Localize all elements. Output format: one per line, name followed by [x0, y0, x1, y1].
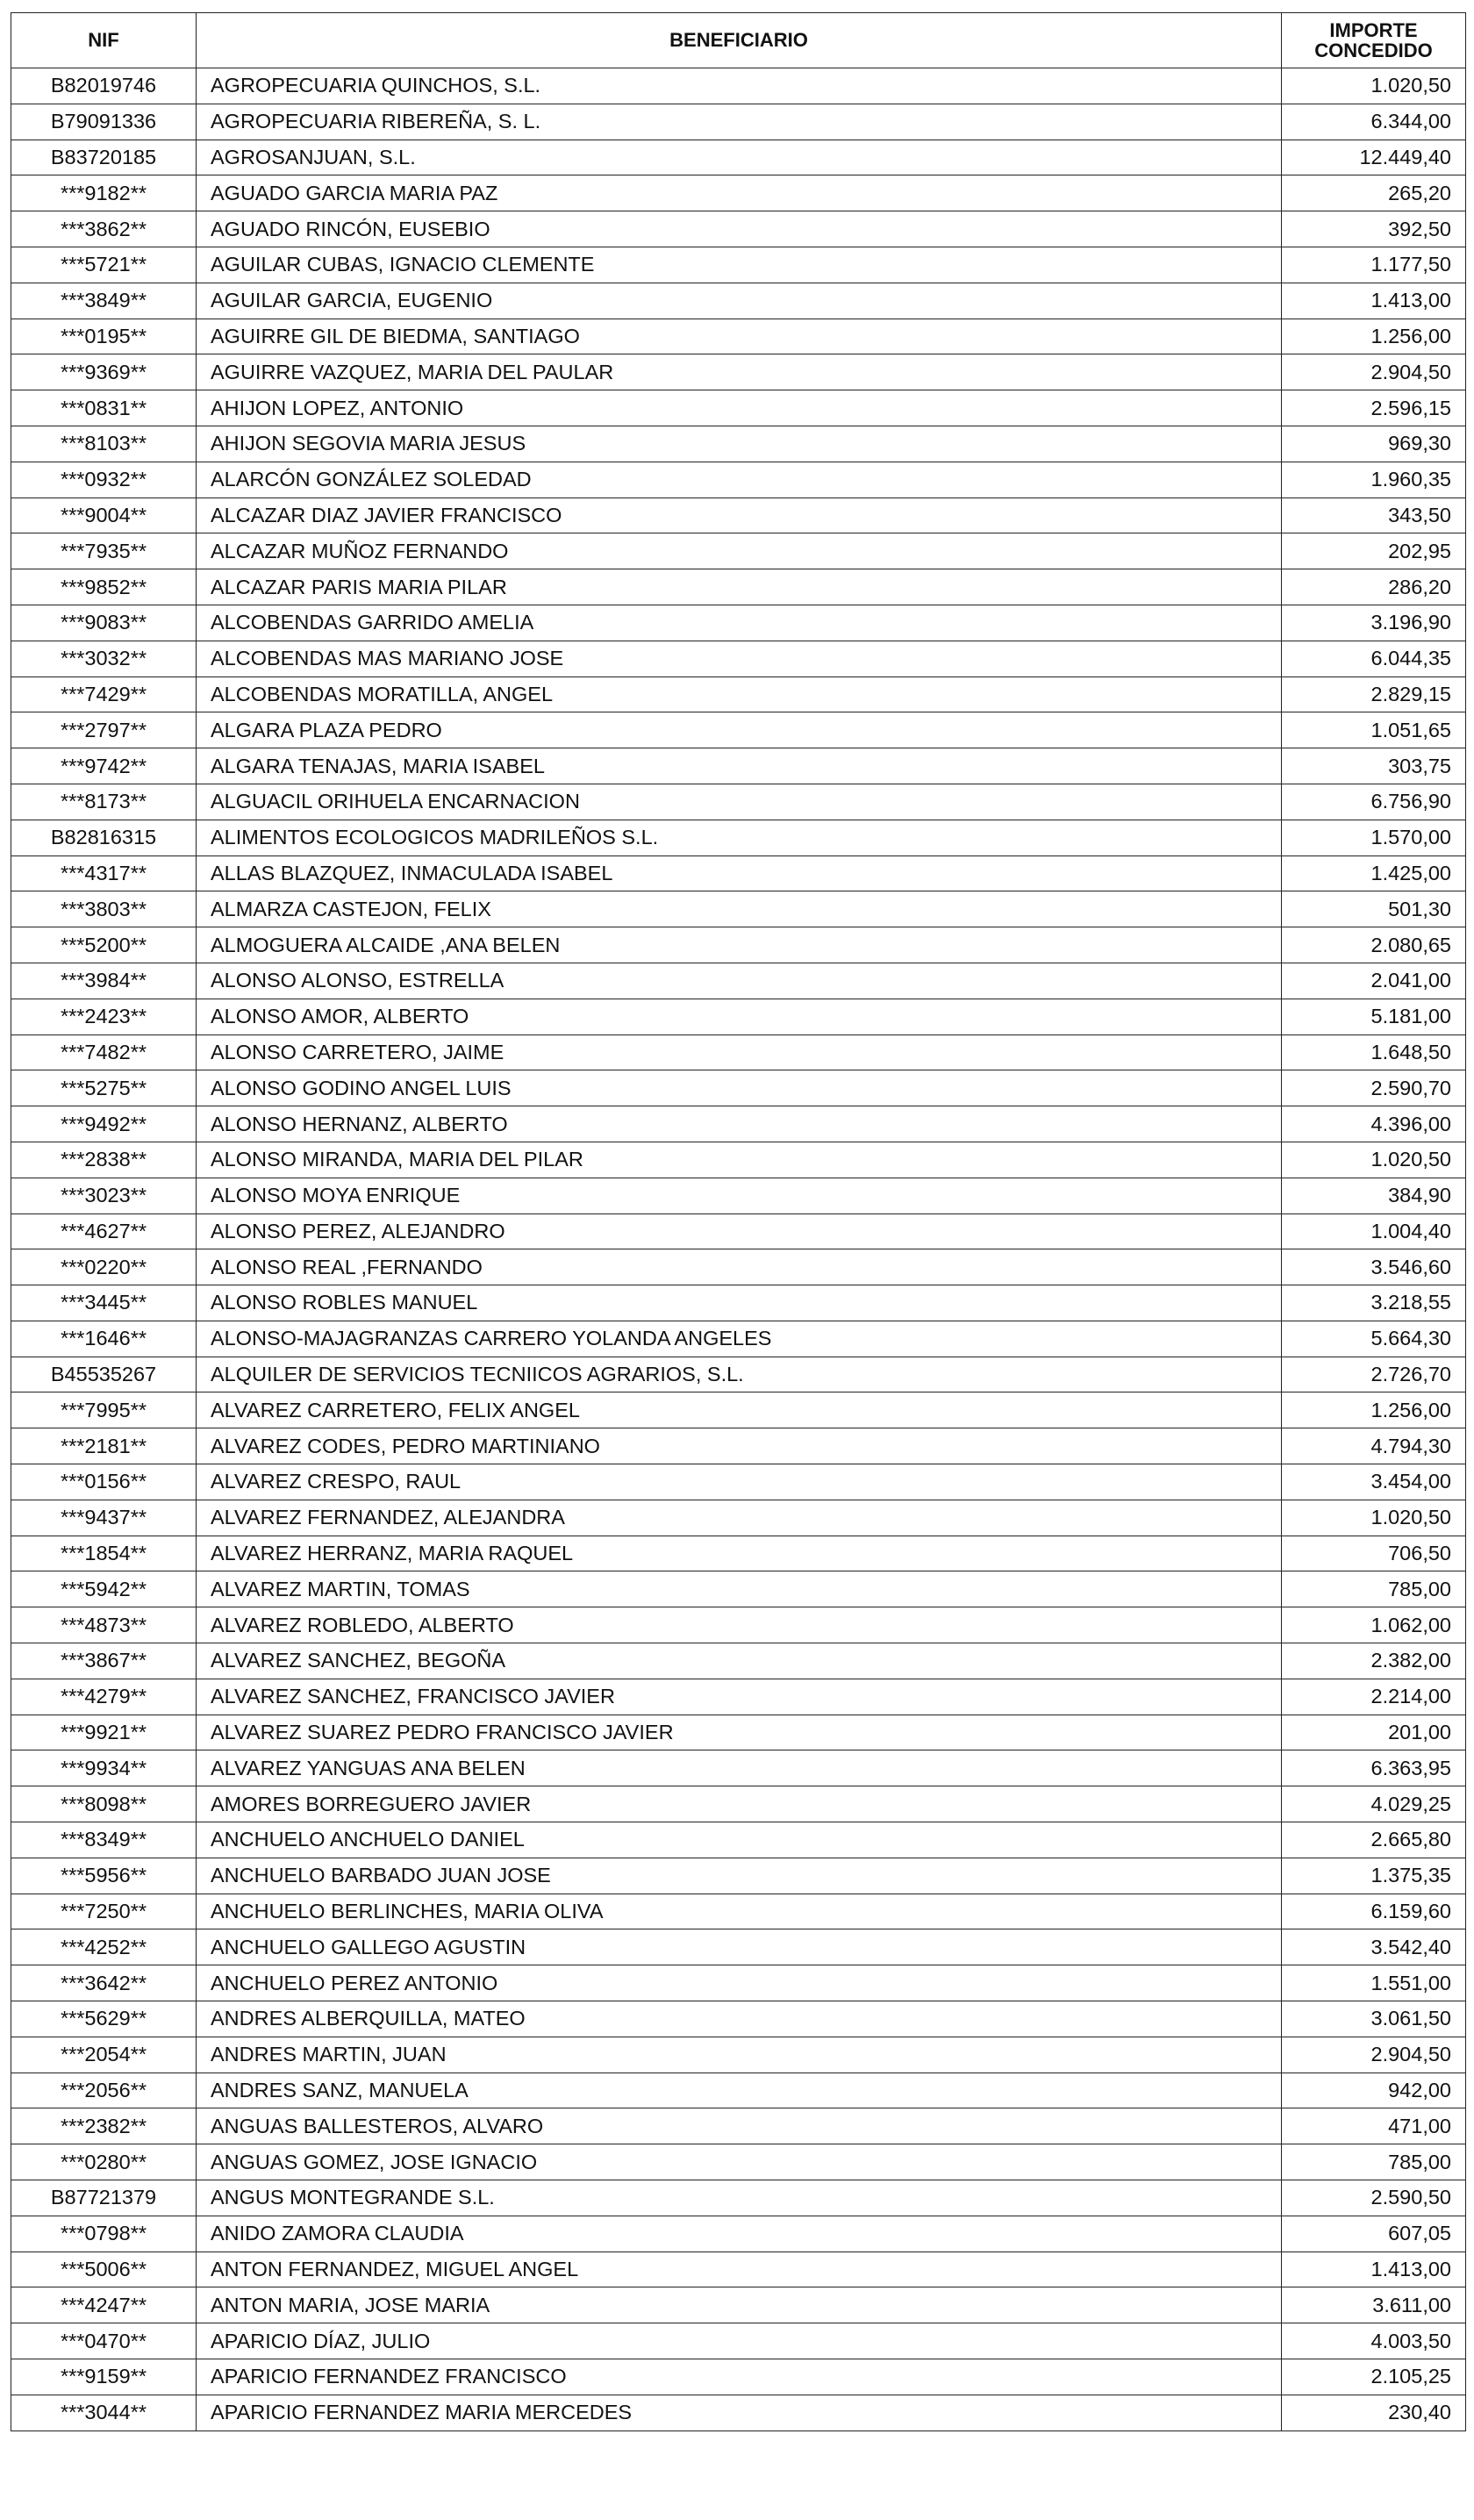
- cell-importe: 2.590,50: [1282, 2180, 1466, 2216]
- header-importe-line2: CONCEDIDO: [1314, 39, 1433, 61]
- cell-beneficiario: ANCHUELO GALLEGO AGUSTIN: [197, 1929, 1282, 1965]
- cell-importe: 2.105,25: [1282, 2359, 1466, 2395]
- cell-importe: 6.044,35: [1282, 641, 1466, 677]
- cell-beneficiario: ANGUS MONTEGRANDE S.L.: [197, 2180, 1282, 2216]
- cell-beneficiario: ALONSO AMOR, ALBERTO: [197, 999, 1282, 1034]
- cell-beneficiario: AGROPECUARIA QUINCHOS, S.L.: [197, 68, 1282, 104]
- table-row: [11, 1321, 1466, 1357]
- cell-beneficiario: ALVAREZ MARTIN, TOMAS: [197, 1571, 1282, 1607]
- cell-nif: ***0156**: [11, 1464, 197, 1500]
- cell-nif: ***4873**: [11, 1607, 197, 1643]
- beneficiaries-table: [11, 12, 1466, 2431]
- table-row: [11, 1428, 1466, 1464]
- table-row: [11, 1965, 1466, 2001]
- table-row: [11, 677, 1466, 712]
- cell-nif: ***5721**: [11, 247, 197, 283]
- table-row: [11, 2001, 1466, 2037]
- cell-beneficiario: AGROSANJUAN, S.L.: [197, 140, 1282, 175]
- cell-nif: ***9921**: [11, 1715, 197, 1750]
- table-row: [11, 569, 1466, 605]
- cell-nif: B87721379: [11, 2180, 197, 2216]
- cell-importe: 942,00: [1282, 2073, 1466, 2108]
- cell-beneficiario: AHIJON SEGOVIA MARIA JESUS: [197, 426, 1282, 462]
- cell-nif: ***2181**: [11, 1428, 197, 1464]
- cell-beneficiario: ALONSO CARRETERO, JAIME: [197, 1034, 1282, 1070]
- table-row: [11, 2287, 1466, 2323]
- cell-nif: ***3862**: [11, 211, 197, 247]
- cell-importe: 2.904,50: [1282, 354, 1466, 390]
- cell-importe: 4.029,25: [1282, 1786, 1466, 1822]
- table-row: [11, 1929, 1466, 1965]
- cell-importe: 3.546,60: [1282, 1249, 1466, 1285]
- cell-importe: 1.413,00: [1282, 283, 1466, 319]
- table-row: [11, 1070, 1466, 1106]
- header-beneficiario: BENEFICIARIO: [197, 13, 1282, 68]
- cell-importe: 501,30: [1282, 891, 1466, 927]
- cell-beneficiario: AGUADO GARCIA MARIA PAZ: [197, 175, 1282, 211]
- cell-nif: ***5006**: [11, 2252, 197, 2287]
- cell-importe: 607,05: [1282, 2216, 1466, 2252]
- table-row: [11, 1536, 1466, 1571]
- cell-beneficiario: ALVAREZ HERRANZ, MARIA RAQUEL: [197, 1536, 1282, 1571]
- cell-nif: ***5629**: [11, 2001, 197, 2037]
- table-row: [11, 247, 1466, 283]
- cell-beneficiario: AGUILAR GARCIA, EUGENIO: [197, 283, 1282, 319]
- cell-importe: 471,00: [1282, 2108, 1466, 2144]
- cell-beneficiario: ANTON FERNANDEZ, MIGUEL ANGEL: [197, 2252, 1282, 2287]
- table-row: [11, 1142, 1466, 1178]
- cell-nif: ***4247**: [11, 2287, 197, 2323]
- cell-importe: 1.020,50: [1282, 68, 1466, 104]
- cell-importe: 2.041,00: [1282, 963, 1466, 999]
- cell-importe: 3.196,90: [1282, 605, 1466, 641]
- cell-nif: ***2054**: [11, 2037, 197, 2073]
- table-row: [11, 104, 1466, 140]
- cell-nif: ***3867**: [11, 1643, 197, 1679]
- cell-beneficiario: ALVAREZ CARRETERO, FELIX ANGEL: [197, 1392, 1282, 1428]
- cell-beneficiario: AHIJON LOPEZ, ANTONIO: [197, 390, 1282, 426]
- cell-beneficiario: ALVAREZ CRESPO, RAUL: [197, 1464, 1282, 1500]
- table-row: [11, 533, 1466, 569]
- table-row: [11, 784, 1466, 820]
- cell-nif: ***3445**: [11, 1285, 197, 1321]
- cell-importe: 6.363,95: [1282, 1750, 1466, 1786]
- cell-beneficiario: ALCAZAR DIAZ JAVIER FRANCISCO: [197, 498, 1282, 533]
- cell-beneficiario: AMORES BORREGUERO JAVIER: [197, 1786, 1282, 1822]
- cell-nif: B82816315: [11, 820, 197, 856]
- cell-beneficiario: ANDRES MARTIN, JUAN: [197, 2037, 1282, 2073]
- cell-importe: 303,75: [1282, 748, 1466, 784]
- cell-nif: ***4252**: [11, 1929, 197, 1965]
- cell-importe: 5.181,00: [1282, 999, 1466, 1034]
- table-row: [11, 2216, 1466, 2252]
- table-row: [11, 605, 1466, 641]
- cell-nif: ***5275**: [11, 1070, 197, 1106]
- cell-beneficiario: ALVAREZ ROBLEDO, ALBERTO: [197, 1607, 1282, 1643]
- cell-beneficiario: AGUIRRE GIL DE BIEDMA, SANTIAGO: [197, 319, 1282, 354]
- cell-importe: 6.159,60: [1282, 1894, 1466, 1929]
- cell-beneficiario: ANIDO ZAMORA CLAUDIA: [197, 2216, 1282, 2252]
- table-row: [11, 1679, 1466, 1715]
- cell-importe: 1.004,40: [1282, 1213, 1466, 1249]
- cell-nif: ***0831**: [11, 390, 197, 426]
- cell-beneficiario: ALGARA TENAJAS, MARIA ISABEL: [197, 748, 1282, 784]
- cell-importe: 3.454,00: [1282, 1464, 1466, 1500]
- cell-nif: ***3984**: [11, 963, 197, 999]
- cell-nif: ***0932**: [11, 462, 197, 498]
- cell-beneficiario: ALGUACIL ORIHUELA ENCARNACION: [197, 784, 1282, 820]
- table-row: [11, 891, 1466, 927]
- cell-beneficiario: ANDRES SANZ, MANUELA: [197, 2073, 1282, 2108]
- cell-beneficiario: ALVAREZ YANGUAS ANA BELEN: [197, 1750, 1282, 1786]
- cell-beneficiario: ANCHUELO PEREZ ANTONIO: [197, 1965, 1282, 2001]
- cell-nif: ***3803**: [11, 891, 197, 927]
- cell-nif: B83720185: [11, 140, 197, 175]
- table-row: [11, 1822, 1466, 1858]
- cell-importe: 3.542,40: [1282, 1929, 1466, 1965]
- cell-importe: 202,95: [1282, 533, 1466, 569]
- cell-nif: ***0798**: [11, 2216, 197, 2252]
- table-row: [11, 2180, 1466, 2216]
- cell-importe: 2.829,15: [1282, 677, 1466, 712]
- cell-importe: 2.596,15: [1282, 390, 1466, 426]
- cell-nif: B45535267: [11, 1357, 197, 1392]
- table-row: [11, 2323, 1466, 2359]
- cell-importe: 969,30: [1282, 426, 1466, 462]
- cell-nif: ***9492**: [11, 1106, 197, 1142]
- table-row: [11, 1858, 1466, 1894]
- cell-nif: ***2382**: [11, 2108, 197, 2144]
- cell-beneficiario: ALCAZAR PARIS MARIA PILAR: [197, 569, 1282, 605]
- cell-nif: ***0195**: [11, 319, 197, 354]
- cell-beneficiario: ALVAREZ SANCHEZ, BEGOÑA: [197, 1643, 1282, 1679]
- cell-nif: ***8349**: [11, 1822, 197, 1858]
- cell-beneficiario: ALLAS BLAZQUEZ, INMACULADA ISABEL: [197, 856, 1282, 891]
- cell-importe: 2.726,70: [1282, 1357, 1466, 1392]
- cell-beneficiario: ANDRES ALBERQUILLA, MATEO: [197, 2001, 1282, 2037]
- table-row: [11, 426, 1466, 462]
- header-nif: NIF: [11, 13, 197, 68]
- table-row: [11, 462, 1466, 498]
- table-row: [11, 498, 1466, 533]
- cell-nif: ***9437**: [11, 1500, 197, 1536]
- table-row: [11, 1786, 1466, 1822]
- table-body: [11, 68, 1466, 2431]
- cell-importe: 1.425,00: [1282, 856, 1466, 891]
- cell-importe: 2.590,70: [1282, 1070, 1466, 1106]
- cell-importe: 785,00: [1282, 2144, 1466, 2180]
- cell-nif: ***4279**: [11, 1679, 197, 1715]
- cell-nif: ***7429**: [11, 677, 197, 712]
- cell-nif: ***3044**: [11, 2395, 197, 2431]
- table-row: [11, 2252, 1466, 2287]
- cell-beneficiario: ANTON MARIA, JOSE MARIA: [197, 2287, 1282, 2323]
- cell-importe: 1.020,50: [1282, 1500, 1466, 1536]
- table-row: [11, 354, 1466, 390]
- cell-nif: ***3849**: [11, 283, 197, 319]
- cell-nif: ***7935**: [11, 533, 197, 569]
- cell-nif: ***2056**: [11, 2073, 197, 2108]
- table-row: [11, 1607, 1466, 1643]
- cell-nif: ***8173**: [11, 784, 197, 820]
- cell-beneficiario: ANCHUELO BARBADO JUAN JOSE: [197, 1858, 1282, 1894]
- cell-importe: 4.003,50: [1282, 2323, 1466, 2359]
- cell-importe: 6.344,00: [1282, 104, 1466, 140]
- table-row: [11, 1500, 1466, 1536]
- table-row: [11, 748, 1466, 784]
- cell-beneficiario: ALVAREZ CODES, PEDRO MARTINIANO: [197, 1428, 1282, 1464]
- cell-nif: ***7995**: [11, 1392, 197, 1428]
- table-row: [11, 68, 1466, 104]
- cell-beneficiario: ALONSO HERNANZ, ALBERTO: [197, 1106, 1282, 1142]
- table-row: [11, 1357, 1466, 1392]
- cell-importe: 706,50: [1282, 1536, 1466, 1571]
- cell-beneficiario: ALONSO MIRANDA, MARIA DEL PILAR: [197, 1142, 1282, 1178]
- cell-nif: ***2797**: [11, 712, 197, 748]
- cell-nif: ***9852**: [11, 569, 197, 605]
- cell-importe: 343,50: [1282, 498, 1466, 533]
- cell-beneficiario: ALCOBENDAS MORATILLA, ANGEL: [197, 677, 1282, 712]
- cell-importe: 1.020,50: [1282, 1142, 1466, 1178]
- cell-nif: ***9742**: [11, 748, 197, 784]
- cell-importe: 2.214,00: [1282, 1679, 1466, 1715]
- cell-importe: 2.904,50: [1282, 2037, 1466, 2073]
- cell-importe: 6.756,90: [1282, 784, 1466, 820]
- cell-beneficiario: ALVAREZ SANCHEZ, FRANCISCO JAVIER: [197, 1679, 1282, 1715]
- cell-importe: 2.382,00: [1282, 1643, 1466, 1679]
- table-row: [11, 1464, 1466, 1500]
- cell-beneficiario: ANCHUELO BERLINCHES, MARIA OLIVA: [197, 1894, 1282, 1929]
- cell-nif: ***9083**: [11, 605, 197, 641]
- table-row: [11, 2073, 1466, 2108]
- cell-beneficiario: APARICIO DÍAZ, JULIO: [197, 2323, 1282, 2359]
- cell-nif: ***5942**: [11, 1571, 197, 1607]
- table-row: [11, 1715, 1466, 1750]
- cell-nif: ***9004**: [11, 498, 197, 533]
- cell-nif: ***9934**: [11, 1750, 197, 1786]
- cell-importe: 1.648,50: [1282, 1034, 1466, 1070]
- table-row: [11, 856, 1466, 891]
- table-row: [11, 283, 1466, 319]
- table-row: [11, 1213, 1466, 1249]
- table-row: [11, 1285, 1466, 1321]
- cell-importe: 1.413,00: [1282, 2252, 1466, 2287]
- table-row: [11, 2359, 1466, 2395]
- cell-beneficiario: ALVAREZ SUAREZ PEDRO FRANCISCO JAVIER: [197, 1715, 1282, 1750]
- cell-nif: ***5200**: [11, 927, 197, 963]
- cell-importe: 2.665,80: [1282, 1822, 1466, 1858]
- table-row: [11, 1392, 1466, 1428]
- table-row: [11, 1034, 1466, 1070]
- cell-importe: 1.062,00: [1282, 1607, 1466, 1643]
- table-row: [11, 2108, 1466, 2144]
- table-row: [11, 1894, 1466, 1929]
- cell-nif: ***3642**: [11, 1965, 197, 2001]
- cell-beneficiario: ALMOGUERA ALCAIDE ,ANA BELEN: [197, 927, 1282, 963]
- table-row: [11, 1643, 1466, 1679]
- cell-beneficiario: ALCOBENDAS GARRIDO AMELIA: [197, 605, 1282, 641]
- cell-beneficiario: ALONSO ALONSO, ESTRELLA: [197, 963, 1282, 999]
- cell-beneficiario: ALQUILER DE SERVICIOS TECNIICOS AGRARIOS, S.L.: [197, 1357, 1282, 1392]
- table-row: [11, 1106, 1466, 1142]
- cell-nif: ***5956**: [11, 1858, 197, 1894]
- table-row: [11, 999, 1466, 1034]
- cell-beneficiario: ALONSO GODINO ANGEL LUIS: [197, 1070, 1282, 1106]
- cell-beneficiario: ALONSO ROBLES MANUEL: [197, 1285, 1282, 1321]
- header-row: [11, 13, 1466, 68]
- cell-nif: ***0280**: [11, 2144, 197, 2180]
- cell-importe: 230,40: [1282, 2395, 1466, 2431]
- table-row: [11, 820, 1466, 856]
- cell-nif: ***3023**: [11, 1178, 197, 1213]
- cell-importe: 3.061,50: [1282, 2001, 1466, 2037]
- table-row: [11, 2395, 1466, 2431]
- cell-importe: 2.080,65: [1282, 927, 1466, 963]
- table-row: [11, 2037, 1466, 2073]
- header-importe: [1282, 13, 1466, 68]
- table-row: [11, 1178, 1466, 1213]
- cell-beneficiario: APARICIO FERNANDEZ FRANCISCO: [197, 2359, 1282, 2395]
- table-row: [11, 927, 1466, 963]
- cell-importe: 1.551,00: [1282, 1965, 1466, 2001]
- cell-importe: 4.396,00: [1282, 1106, 1466, 1142]
- table-row: [11, 1750, 1466, 1786]
- cell-beneficiario: ALONSO MOYA ENRIQUE: [197, 1178, 1282, 1213]
- cell-importe: 12.449,40: [1282, 140, 1466, 175]
- cell-nif: ***0220**: [11, 1249, 197, 1285]
- cell-importe: 1.256,00: [1282, 1392, 1466, 1428]
- cell-nif: ***2838**: [11, 1142, 197, 1178]
- cell-nif: ***0470**: [11, 2323, 197, 2359]
- header-importe-line1: IMPORTE: [1329, 19, 1418, 41]
- cell-importe: 785,00: [1282, 1571, 1466, 1607]
- table-row: [11, 390, 1466, 426]
- cell-beneficiario: ALONSO REAL ,FERNANDO: [197, 1249, 1282, 1285]
- cell-beneficiario: ALARCÓN GONZÁLEZ SOLEDAD: [197, 462, 1282, 498]
- cell-importe: 265,20: [1282, 175, 1466, 211]
- cell-nif: ***7250**: [11, 1894, 197, 1929]
- table-row: [11, 963, 1466, 999]
- cell-beneficiario: ALMARZA CASTEJON, FELIX: [197, 891, 1282, 927]
- cell-importe: 1.375,35: [1282, 1858, 1466, 1894]
- cell-nif: B82019746: [11, 68, 197, 104]
- table-row: [11, 319, 1466, 354]
- cell-nif: ***4317**: [11, 856, 197, 891]
- cell-nif: ***4627**: [11, 1213, 197, 1249]
- cell-beneficiario: AGUADO RINCÓN, EUSEBIO: [197, 211, 1282, 247]
- cell-beneficiario: APARICIO FERNANDEZ MARIA MERCEDES: [197, 2395, 1282, 2431]
- cell-importe: 1.051,65: [1282, 712, 1466, 748]
- cell-nif: B79091336: [11, 104, 197, 140]
- cell-nif: ***9182**: [11, 175, 197, 211]
- table-row: [11, 1571, 1466, 1607]
- cell-nif: ***8103**: [11, 426, 197, 462]
- table-row: [11, 211, 1466, 247]
- cell-beneficiario: AGROPECUARIA RIBEREÑA, S. L.: [197, 104, 1282, 140]
- table-row: [11, 1249, 1466, 1285]
- cell-beneficiario: ALCOBENDAS MAS MARIANO JOSE: [197, 641, 1282, 677]
- cell-importe: 384,90: [1282, 1178, 1466, 1213]
- cell-importe: 1.256,00: [1282, 319, 1466, 354]
- cell-nif: ***9369**: [11, 354, 197, 390]
- cell-beneficiario: ANCHUELO ANCHUELO DANIEL: [197, 1822, 1282, 1858]
- table-row: [11, 175, 1466, 211]
- table-row: [11, 641, 1466, 677]
- cell-nif: ***2423**: [11, 999, 197, 1034]
- cell-beneficiario: ALONSO PEREZ, ALEJANDRO: [197, 1213, 1282, 1249]
- cell-nif: ***3032**: [11, 641, 197, 677]
- cell-nif: ***1854**: [11, 1536, 197, 1571]
- cell-importe: 3.218,55: [1282, 1285, 1466, 1321]
- cell-beneficiario: AGUIRRE VAZQUEZ, MARIA DEL PAULAR: [197, 354, 1282, 390]
- table-header: [11, 13, 1466, 68]
- cell-nif: ***7482**: [11, 1034, 197, 1070]
- table-row: [11, 712, 1466, 748]
- cell-importe: 1.960,35: [1282, 462, 1466, 498]
- cell-importe: 1.177,50: [1282, 247, 1466, 283]
- cell-importe: 286,20: [1282, 569, 1466, 605]
- cell-importe: 4.794,30: [1282, 1428, 1466, 1464]
- cell-beneficiario: ALGARA PLAZA PEDRO: [197, 712, 1282, 748]
- table-row: [11, 2144, 1466, 2180]
- table-row: [11, 140, 1466, 175]
- cell-importe: 392,50: [1282, 211, 1466, 247]
- cell-beneficiario: ALONSO-MAJAGRANZAS CARRERO YOLANDA ANGELES: [197, 1321, 1282, 1357]
- cell-importe: 5.664,30: [1282, 1321, 1466, 1357]
- cell-beneficiario: ALIMENTOS ECOLOGICOS MADRILEÑOS S.L.: [197, 820, 1282, 856]
- cell-nif: ***8098**: [11, 1786, 197, 1822]
- cell-importe: 1.570,00: [1282, 820, 1466, 856]
- cell-beneficiario: ALCAZAR MUÑOZ FERNANDO: [197, 533, 1282, 569]
- cell-importe: 201,00: [1282, 1715, 1466, 1750]
- cell-beneficiario: ANGUAS BALLESTEROS, ALVARO: [197, 2108, 1282, 2144]
- cell-beneficiario: AGUILAR CUBAS, IGNACIO CLEMENTE: [197, 247, 1282, 283]
- cell-beneficiario: ANGUAS GOMEZ, JOSE IGNACIO: [197, 2144, 1282, 2180]
- cell-importe: 3.611,00: [1282, 2287, 1466, 2323]
- cell-nif: ***9159**: [11, 2359, 197, 2395]
- cell-beneficiario: ALVAREZ FERNANDEZ, ALEJANDRA: [197, 1500, 1282, 1536]
- cell-nif: ***1646**: [11, 1321, 197, 1357]
